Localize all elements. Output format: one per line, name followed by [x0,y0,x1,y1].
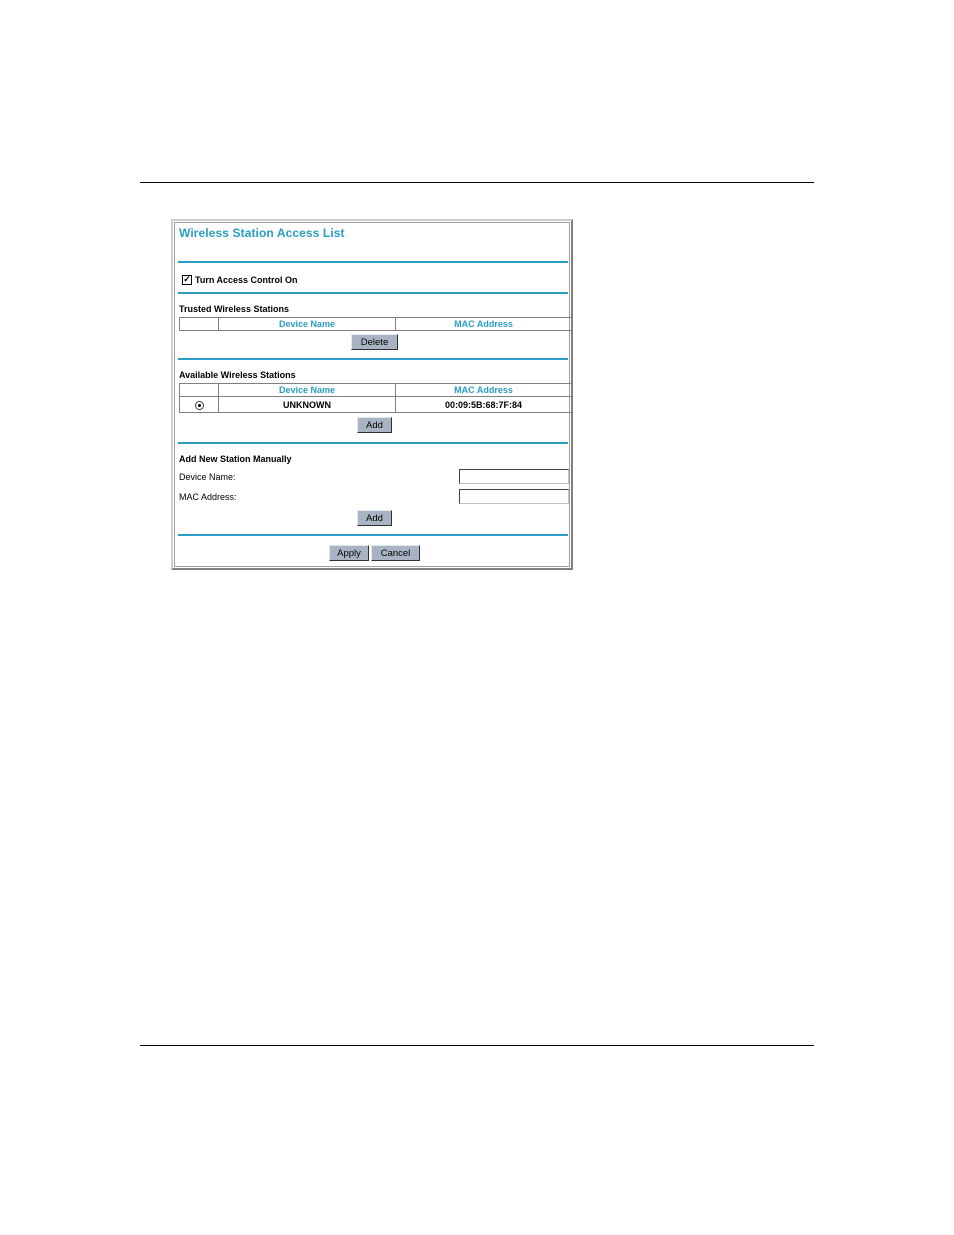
add-available-button[interactable]: Add [357,417,392,433]
table-header-row [180,384,572,397]
mac-address-column-header: MAC Address [396,318,572,331]
separator [178,261,568,263]
wireless-access-list-panel [171,219,573,570]
add-manual-heading: Add New Station Manually [179,454,292,464]
cancel-button[interactable]: Cancel [371,545,420,561]
mac-address-column-header: MAC Address [396,384,572,397]
available-stations-heading: Available Wireless Stations [179,370,296,380]
page-top-rule [140,182,814,183]
delete-button[interactable]: Delete [351,334,398,350]
table-row[interactable] [180,397,572,413]
row-select-cell [180,397,219,413]
access-control-row [182,275,298,285]
mac-address-label: MAC Address: [179,492,237,502]
separator [178,442,568,444]
trusted-stations-heading: Trusted Wireless Stations [179,304,289,314]
device-name-cell: UNKNOWN [219,397,396,413]
add-manual-button[interactable]: Add [357,510,392,526]
mac-address-input[interactable] [459,489,569,504]
page-title: Wireless Station Access List [179,226,345,240]
separator [178,534,568,536]
separator [178,358,568,360]
apply-button[interactable]: Apply [329,545,369,561]
check-icon: ✓ [183,274,191,284]
table-header-row [180,318,572,331]
access-control-label: Turn Access Control On [195,275,298,285]
select-column-header [180,384,219,397]
panel-inner-frame [174,222,570,567]
device-name-input[interactable] [459,469,569,484]
available-stations-table [179,383,572,413]
mac-address-cell: 00:09:5B:68:7F:84 [396,397,572,413]
separator [178,292,568,294]
device-name-column-header: Device Name [219,384,396,397]
device-name-column-header: Device Name [219,318,396,331]
access-control-checkbox[interactable] [182,275,192,285]
station-radio[interactable] [195,401,204,410]
device-name-label: Device Name: [179,472,236,482]
trusted-stations-table [179,317,572,331]
page-bottom-rule [140,1045,814,1046]
select-column-header [180,318,219,331]
